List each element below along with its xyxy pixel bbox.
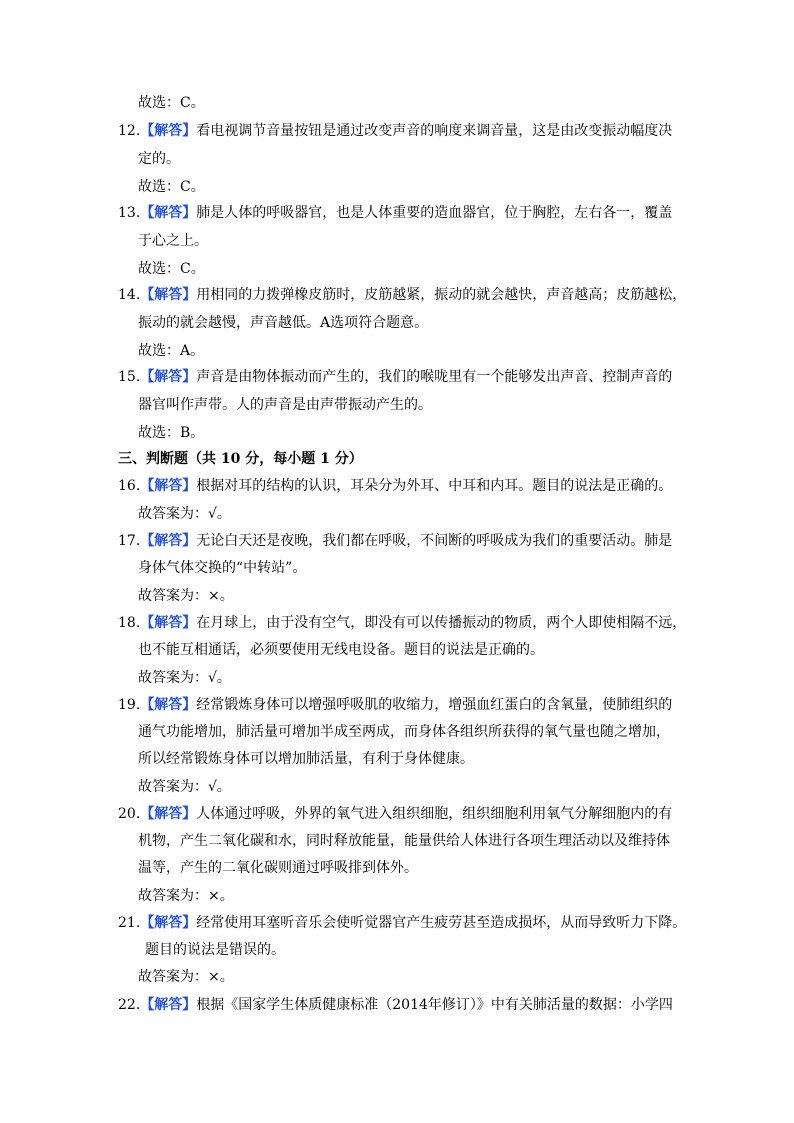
item-text: 根据对耳的结构的认识，耳朵分为外耳、中耳和内耳。题目的说法是正确的。 xyxy=(196,478,673,494)
item-18-line-2: 也不能互相通话，必须要使用无线电设备。题目的说法是正确的。 xyxy=(138,642,544,658)
answer-tag: 【解答】 xyxy=(140,915,197,931)
item-17-line-1 xyxy=(118,532,672,550)
item-number: 15. xyxy=(118,369,141,385)
item-19-line-2: 通气功能增加，肺活量可增加半成至两成，而身体各组织所获得的氧气量也随之增加， xyxy=(138,724,670,740)
item-19-line-3: 所以经常锻炼身体可以增加肺活量，有利于身体健康。 xyxy=(138,751,474,767)
item-number: 14. xyxy=(118,287,141,303)
item-13-select: 故选：C。 xyxy=(138,261,205,277)
item-12-line-1 xyxy=(118,122,672,140)
answer-tag: 【解答】 xyxy=(140,205,197,221)
item-12-line-2: 定的。 xyxy=(138,151,180,167)
item-14-line-2: 振动的就会越慢，声音越低。A选项符合题意。 xyxy=(138,315,429,331)
item-text: 声音是由物体振动而产生的，我们的喉咙里有一个能够发出声音、控制声音的 xyxy=(196,369,673,385)
item-text: 经常锻炼身体可以增强呼吸肌的收缩力，增强血红蛋白的含氧量，使肺组织的 xyxy=(196,697,673,713)
item-text: 肺是人体的呼吸器官，也是人体重要的造血器官，位于胸腔，左右各一，覆盖 xyxy=(196,205,673,221)
item-19-answer: 故答案为：√。 xyxy=(138,779,231,795)
item-number: 16. xyxy=(118,478,141,494)
item-22-line-1 xyxy=(118,996,673,1014)
item-18-answer: 故答案为：√。 xyxy=(138,670,231,686)
item-number: 20. xyxy=(118,806,141,822)
item-text: 经常使用耳塞听音乐会使听觉器官产生疲劳甚至造成损坏，从而导致听力下降。 xyxy=(196,915,687,931)
item-text: 看电视调节音量按钮是通过改变声音的响度来调音量，这是由改变振动幅度决 xyxy=(196,123,673,139)
item-number: 21. xyxy=(118,915,141,931)
item-15-select: 故选：B。 xyxy=(138,425,205,441)
answer-tag: 【解答】 xyxy=(140,287,197,303)
item-number: 22. xyxy=(118,997,141,1013)
item-12-select: 故选：C。 xyxy=(138,179,205,195)
item-number: 17. xyxy=(118,533,141,549)
item-text: 在月球上，由于没有空气，即没有可以传播振动的物质，两个人即使相隔不远， xyxy=(196,615,687,631)
item-16-line-1 xyxy=(118,477,672,495)
item-number: 19. xyxy=(118,697,141,713)
item-20-answer: 故答案为：×。 xyxy=(138,888,234,904)
item-16-answer: 故答案为：√。 xyxy=(138,506,231,522)
answer-tag: 【解答】 xyxy=(140,369,197,385)
item-20-line-2: 机物，产生二氧化碳和水，同时释放能量，能量供给人体进行各项生理活动以及维持体 xyxy=(138,833,670,849)
answer-tag: 【解答】 xyxy=(140,697,197,713)
item-number: 18. xyxy=(118,615,141,631)
item-text: 根据《国家学生体质健康标准（2014年修订）》中有关肺活量的数据：小学四 xyxy=(196,997,673,1013)
answer-tag: 【解答】 xyxy=(140,615,197,631)
item-19-line-1 xyxy=(118,696,672,714)
item-15-line-1 xyxy=(118,368,672,386)
item-text: 无论白天还是夜晚，我们都在呼吸，不间断的呼吸成为我们的重要活动。肺是 xyxy=(196,533,673,549)
item-14-select: 故选：A。 xyxy=(138,343,205,359)
item-21-answer: 故答案为：×。 xyxy=(138,969,234,985)
answer-tag: 【解答】 xyxy=(140,997,197,1013)
item-17-line-2: 身体气体交换的“中转站”。 xyxy=(138,560,307,576)
item-11-select: 故选：C。 xyxy=(138,95,205,111)
answer-tag: 【解答】 xyxy=(140,478,197,494)
item-20-line-1 xyxy=(118,805,672,823)
item-text: 用相同的力拨弹橡皮筋时，皮筋越紧，振动的就会越快，声音越高；皮筋越松， xyxy=(196,287,687,303)
item-14-line-1 xyxy=(118,286,686,304)
section-heading: 三、判断题（共 10 分，每小题 1 分） xyxy=(118,451,363,467)
item-number: 12. xyxy=(118,123,141,139)
answer-tag: 【解答】 xyxy=(140,533,197,549)
item-text: 人体通过呼吸，外界的氧气进入组织细胞，组织细胞利用氧气分解细胞内的有 xyxy=(196,806,673,822)
item-13-line-1 xyxy=(118,204,672,222)
item-20-line-3: 温等，产生的二氧化碳则通过呼吸排到体外。 xyxy=(138,860,418,876)
item-13-line-2: 于心之上。 xyxy=(138,233,208,249)
item-18-line-1 xyxy=(118,614,686,632)
answer-tag: 【解答】 xyxy=(140,123,197,139)
item-number: 13. xyxy=(118,205,141,221)
item-21-line-1 xyxy=(118,914,686,932)
item-17-answer: 故答案为：×。 xyxy=(138,588,234,604)
answer-tag: 【解答】 xyxy=(140,806,197,822)
item-15-line-2: 器官叫作声带。人的声音是由声带振动产生的。 xyxy=(138,397,432,413)
item-21-line-2: 题目的说法是错误的。 xyxy=(145,942,285,958)
